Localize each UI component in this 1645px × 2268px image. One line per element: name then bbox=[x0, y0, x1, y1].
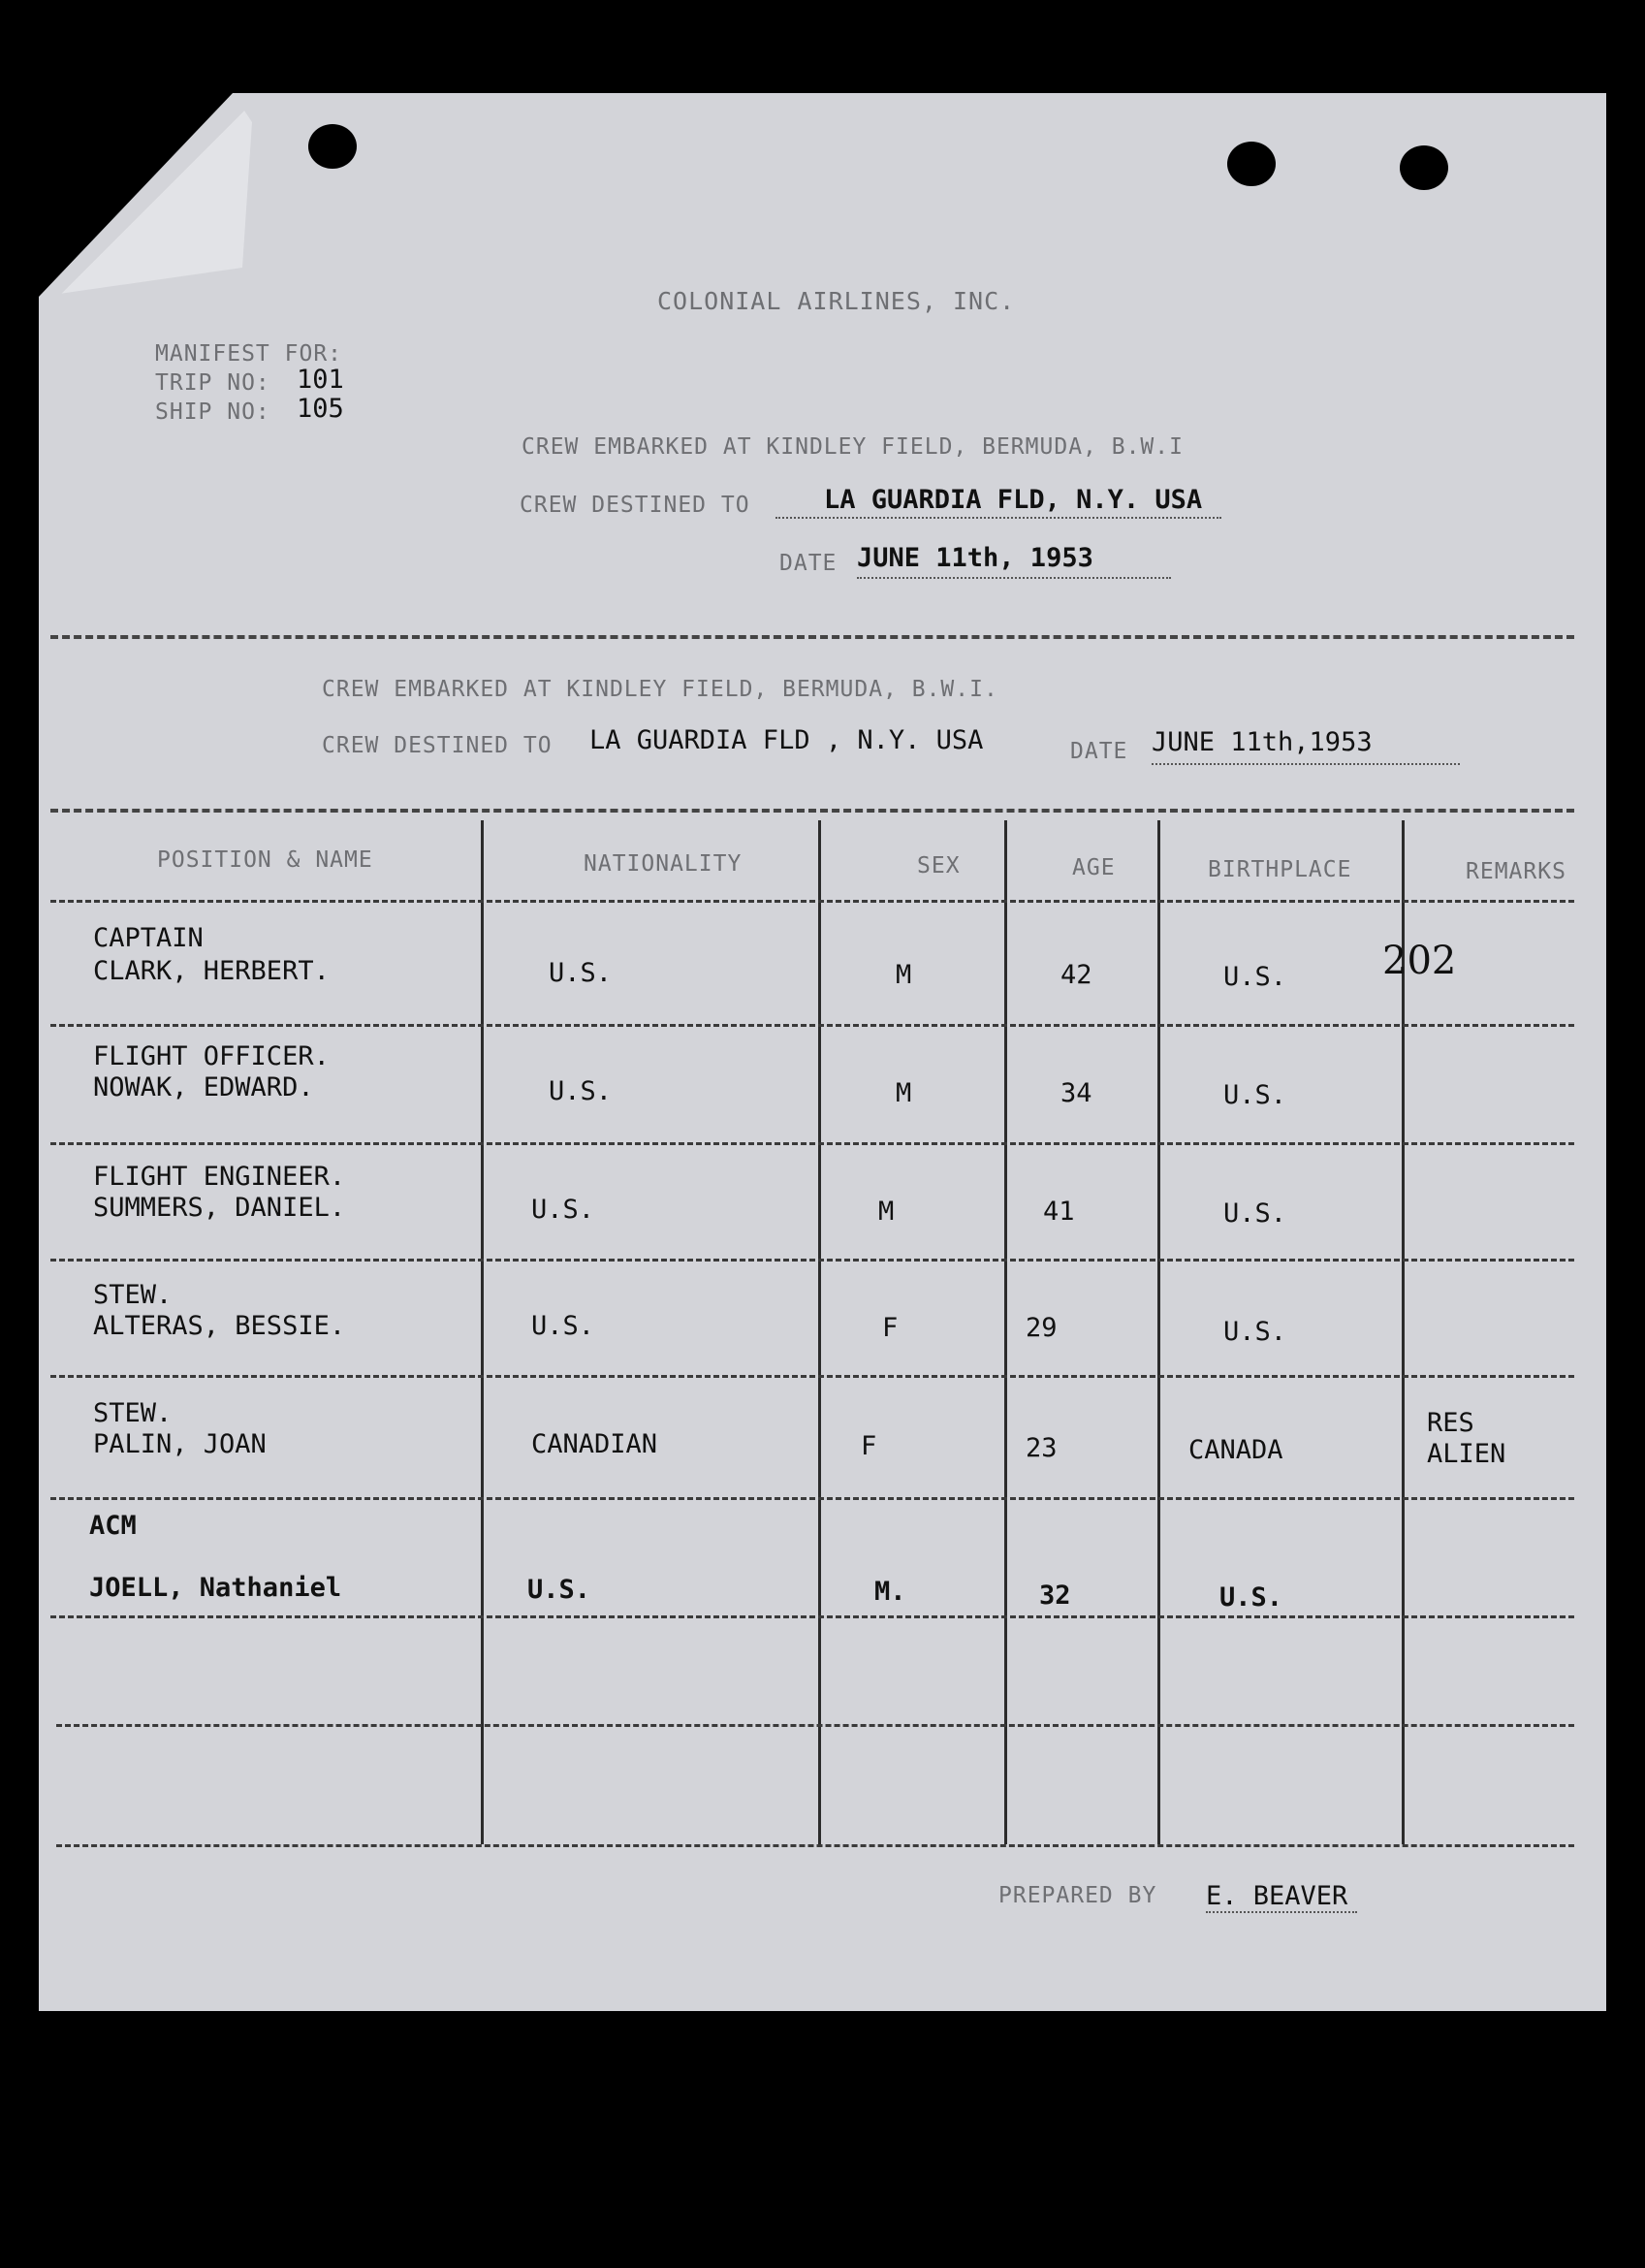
row4-age: 29 bbox=[1026, 1313, 1058, 1343]
row4-birthplace: U.S. bbox=[1223, 1317, 1287, 1347]
block2-date-label: DATE bbox=[1070, 739, 1128, 764]
row6-position: ACM bbox=[89, 1511, 137, 1541]
row1-divider bbox=[50, 1024, 1574, 1027]
row3-position: FLIGHT ENGINEER. bbox=[93, 1162, 346, 1192]
block1-destined-label: CREW DESTINED TO bbox=[520, 493, 750, 518]
row5-age: 23 bbox=[1026, 1433, 1058, 1463]
row5-sex: F bbox=[861, 1431, 877, 1461]
row4-position: STEW. bbox=[93, 1280, 173, 1310]
header-sex: SEX bbox=[917, 853, 961, 878]
row4-sex: F bbox=[882, 1313, 899, 1343]
row4-nationality: U.S. bbox=[531, 1311, 595, 1341]
block2-destined-label: CREW DESTINED TO bbox=[322, 733, 553, 758]
row6-sex: M. bbox=[874, 1577, 906, 1607]
block1-date-value: JUNE 11th, 1953 bbox=[857, 543, 1171, 579]
row3-divider bbox=[50, 1259, 1574, 1262]
row6-nationality: U.S. bbox=[527, 1575, 591, 1605]
separator-1 bbox=[50, 635, 1574, 639]
header-underline bbox=[50, 900, 1574, 903]
company-name: COLONIAL AIRLINES, INC. bbox=[657, 287, 1016, 315]
block2-embarked: CREW EMBARKED AT KINDLEY FIELD, BERMUDA, B.W.I. bbox=[322, 677, 998, 702]
row2-position: FLIGHT OFFICER. bbox=[93, 1041, 330, 1071]
block2-destined-value: LA GUARDIA FLD , N.Y. USA bbox=[589, 725, 984, 755]
row3-sex: M bbox=[878, 1197, 895, 1227]
row3-name: SUMMERS, DANIEL. bbox=[93, 1193, 346, 1223]
row2-nationality: U.S. bbox=[549, 1076, 613, 1106]
ship-label: SHIP NO: bbox=[155, 399, 270, 425]
ship-number: 105 bbox=[297, 394, 344, 424]
row1-position: CAPTAIN bbox=[93, 923, 204, 953]
row2-name: NOWAK, EDWARD. bbox=[93, 1072, 314, 1102]
row5-divider bbox=[50, 1497, 1574, 1500]
block1-destined-value: LA GUARDIA FLD, N.Y. USA bbox=[775, 485, 1221, 519]
row5-birthplace: CANADA bbox=[1188, 1435, 1283, 1465]
header-birthplace: BIRTHPLACE bbox=[1208, 857, 1352, 882]
row1-age: 42 bbox=[1060, 960, 1092, 990]
row5-nationality: CANADIAN bbox=[531, 1429, 658, 1459]
trip-label: TRIP NO: bbox=[155, 370, 270, 396]
header-remarks: REMARKS bbox=[1466, 859, 1566, 884]
manifest-label: MANIFEST FOR: bbox=[155, 341, 343, 367]
punch-hole-right-2 bbox=[1400, 145, 1448, 190]
row6-name: JOELL, Nathaniel bbox=[89, 1573, 342, 1603]
header-age: AGE bbox=[1072, 855, 1116, 880]
row5-name: PALIN, JOAN bbox=[93, 1429, 267, 1459]
header-nationality: NATIONALITY bbox=[584, 851, 743, 877]
row5-remarks: RES ALIEN bbox=[1427, 1408, 1506, 1469]
row3-birthplace: U.S. bbox=[1223, 1198, 1287, 1229]
row1-name: CLARK, HERBERT. bbox=[93, 956, 330, 986]
column-divider-2 bbox=[818, 820, 821, 1844]
empty-row-divider-2 bbox=[56, 1844, 1574, 1847]
column-divider-1 bbox=[481, 820, 484, 1844]
row3-nationality: U.S. bbox=[531, 1195, 595, 1225]
row2-sex: M bbox=[896, 1078, 912, 1108]
row5-position: STEW. bbox=[93, 1398, 173, 1428]
block1-date-label: DATE bbox=[779, 551, 838, 576]
row1-birthplace: U.S. bbox=[1223, 962, 1287, 992]
prepared-by-value: E. BEAVER bbox=[1206, 1881, 1357, 1913]
row1-nationality: U.S. bbox=[549, 958, 613, 988]
separator-2 bbox=[50, 809, 1574, 813]
row3-age: 41 bbox=[1043, 1197, 1075, 1227]
trip-number: 101 bbox=[297, 365, 344, 395]
row4-divider bbox=[50, 1375, 1574, 1378]
punch-hole-left bbox=[308, 124, 357, 169]
empty-row-divider-1 bbox=[56, 1724, 1574, 1727]
row6-divider bbox=[50, 1615, 1574, 1618]
row6-age: 32 bbox=[1039, 1581, 1071, 1611]
row2-birthplace: U.S. bbox=[1223, 1080, 1287, 1110]
row6-birthplace: U.S. bbox=[1219, 1582, 1283, 1613]
block2-date-value: JUNE 11th,1953 bbox=[1152, 727, 1460, 765]
column-divider-4 bbox=[1157, 820, 1160, 1844]
column-divider-3 bbox=[1004, 820, 1007, 1844]
prepared-by-label: PREPARED BY bbox=[998, 1883, 1157, 1908]
header-position-name: POSITION & NAME bbox=[157, 847, 373, 873]
block1-embarked: CREW EMBARKED AT KINDLEY FIELD, BERMUDA, B.W.I bbox=[522, 434, 1184, 460]
row1-sex: M bbox=[896, 960, 912, 990]
stamp-number: 202 bbox=[1382, 939, 1457, 983]
row2-age: 34 bbox=[1060, 1078, 1092, 1108]
row2-divider bbox=[50, 1142, 1574, 1145]
row4-name: ALTERAS, BESSIE. bbox=[93, 1311, 346, 1341]
punch-hole-right-1 bbox=[1227, 142, 1276, 186]
